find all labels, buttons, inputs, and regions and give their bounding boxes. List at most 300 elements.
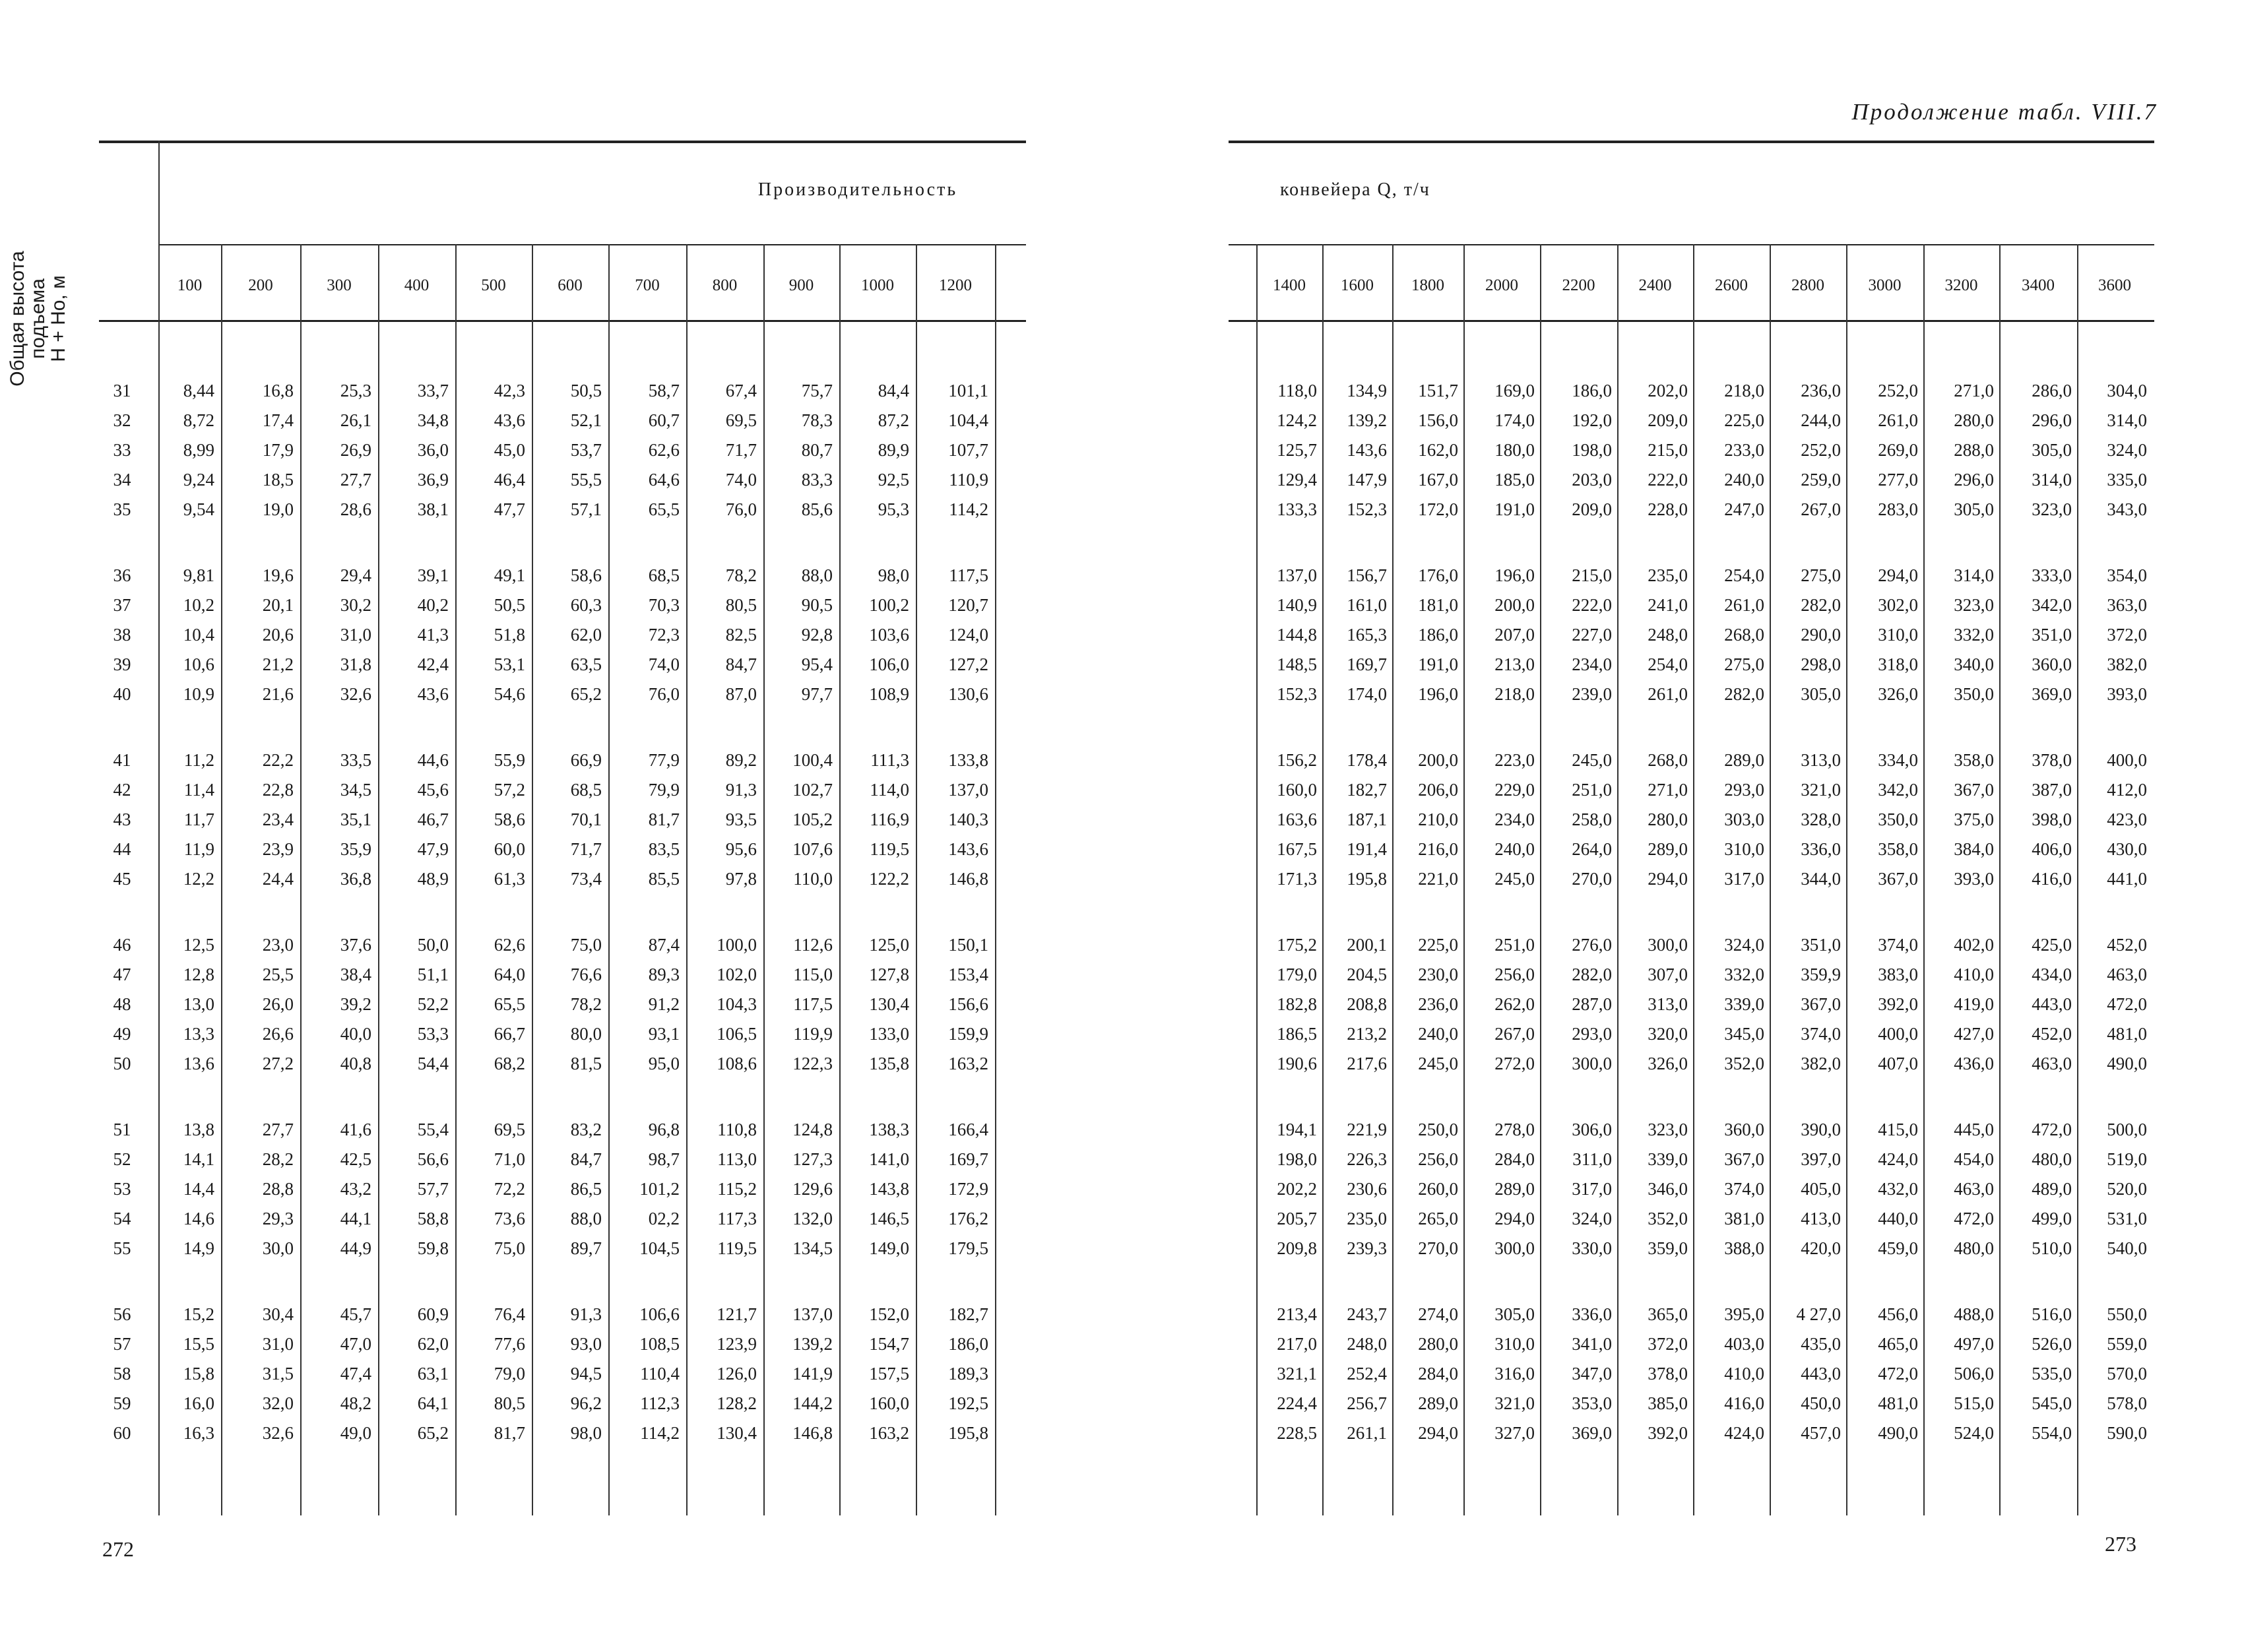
table-cell: 314,0 [2107, 410, 2147, 430]
table-cell: 441,0 [2107, 869, 2147, 889]
table-cell: 100,4 [792, 750, 833, 770]
table-cell: 67,4 [725, 381, 757, 400]
table-cell: 289,0 [1724, 750, 1764, 770]
table-cell: 284,0 [1494, 1149, 1535, 1169]
table-cell: 46,4 [494, 470, 525, 490]
table-cell: 294,0 [1878, 565, 1918, 585]
table-cell: 490,0 [1878, 1423, 1918, 1443]
table-cell: 535,0 [2032, 1364, 2072, 1383]
table-cell: 272,0 [1494, 1054, 1535, 1073]
table-cell: 53,3 [417, 1024, 449, 1044]
table-cell: 119,5 [717, 1238, 757, 1258]
table-cell: 265,0 [1418, 1209, 1458, 1228]
table-cell: 110,9 [949, 470, 988, 490]
table-cell: 133,3 [1277, 499, 1317, 519]
table-cell: 202,0 [1648, 381, 1688, 400]
table-cell: 104,5 [639, 1238, 680, 1258]
page-number-right: 273 [2105, 1532, 2136, 1556]
column-header: 1400 [1273, 276, 1306, 294]
column-header: 3000 [1868, 276, 1902, 294]
table-cell: 415,0 [1878, 1120, 1918, 1139]
table-cell: 305,0 [2032, 440, 2072, 460]
table-cell: 130,6 [948, 684, 988, 704]
table-cell: 117,5 [793, 994, 833, 1014]
table-cell: 83,2 [570, 1120, 602, 1139]
table-cell: 392,0 [1648, 1423, 1688, 1443]
table-cell: 101,2 [639, 1179, 680, 1199]
table-cell: 412,0 [2107, 780, 2147, 800]
table-cell: 137,0 [792, 1304, 833, 1324]
row-height-label: 33 [113, 440, 131, 460]
table-cell: 81,7 [494, 1423, 525, 1443]
table-cell: 282,0 [1724, 684, 1764, 704]
table-cell: 264,0 [1572, 839, 1612, 859]
table-cell: 141,9 [792, 1364, 833, 1383]
table-cell: 172,0 [1418, 499, 1458, 519]
table-cell: 416,0 [1724, 1393, 1764, 1413]
table-cell: 384,0 [1954, 839, 1994, 859]
table-cell: 31,8 [340, 654, 371, 674]
table-cell: 261,1 [1347, 1423, 1387, 1443]
table-cell: 387,0 [2032, 780, 2072, 800]
table-cell: 303,0 [1724, 810, 1764, 829]
table-cell: 268,0 [1648, 750, 1688, 770]
table-cell: 324,0 [2107, 440, 2147, 460]
table-cell: 235,0 [1648, 565, 1688, 585]
table-cell: 261,0 [1724, 595, 1764, 615]
table-cell: 44,1 [340, 1209, 371, 1228]
table-cell: 457,0 [1801, 1423, 1841, 1443]
table-cell: 51,8 [494, 625, 525, 645]
table-cell: 465,0 [1878, 1334, 1918, 1354]
table-cell: 144,2 [792, 1393, 833, 1413]
table-cell: 60,9 [417, 1304, 449, 1324]
table-cell: 80,7 [801, 440, 833, 460]
table-cell: 134,5 [792, 1238, 833, 1258]
table-cell: 390,0 [1801, 1120, 1841, 1139]
table-cell: 114,2 [949, 499, 988, 519]
table-cell: 57,2 [494, 780, 525, 800]
table-cell: 115,0 [793, 965, 833, 984]
table-cell: 336,0 [1572, 1304, 1612, 1324]
table-cell: 324,0 [1724, 935, 1764, 955]
table-cell: 124,2 [1277, 410, 1317, 430]
table-cell: 290,0 [1801, 625, 1841, 645]
table-cell: 463,0 [2032, 1054, 2072, 1073]
table-cell: 71,0 [494, 1149, 525, 1169]
table-cell: 152,3 [1277, 684, 1317, 704]
table-cell: 74,0 [648, 654, 680, 674]
table-cell: 382,0 [1801, 1054, 1841, 1073]
table-cell: 239,0 [1572, 684, 1612, 704]
table-cell: 182,7 [1347, 780, 1387, 800]
table-cell: 419,0 [1954, 994, 1994, 1014]
table-cell: 100,0 [717, 935, 757, 955]
table-cell: 343,0 [2107, 499, 2147, 519]
table-cell: 122,2 [869, 869, 909, 889]
table-cell: 209,0 [1572, 499, 1612, 519]
table-cell: 243,7 [1347, 1304, 1387, 1324]
table-cell: 352,0 [1648, 1209, 1688, 1228]
table-cell: 66,9 [570, 750, 602, 770]
table-cell: 416,0 [2032, 869, 2072, 889]
table-cell: 81,7 [648, 810, 680, 829]
table-cell: 208,8 [1347, 994, 1387, 1014]
table-cell: 259,0 [1801, 470, 1841, 490]
table-cell: 374,0 [1801, 1024, 1841, 1044]
table-cell: 174,0 [1494, 410, 1535, 430]
row-height-label: 54 [113, 1209, 131, 1228]
table-cell: 32,0 [262, 1393, 294, 1413]
table-cell: 95,3 [878, 499, 909, 519]
table-cell: 101,1 [948, 381, 988, 400]
table-cell: 189,3 [948, 1364, 988, 1383]
table-cell: 434,0 [2032, 965, 2072, 984]
table-cell: 127,2 [948, 654, 988, 674]
table-cell: 110,4 [640, 1364, 680, 1383]
table-cell: 191,0 [1494, 499, 1535, 519]
table-cell: 413,0 [1801, 1209, 1841, 1228]
table-cell: 19,0 [262, 499, 294, 519]
table-cell: 71,7 [570, 839, 602, 859]
table-cell: 209,0 [1648, 410, 1688, 430]
table-cell: 274,0 [1418, 1304, 1458, 1324]
table-cell: 70,1 [570, 810, 602, 829]
table-cell: 36,9 [417, 470, 449, 490]
table-cell: 550,0 [2107, 1304, 2147, 1324]
table-cell: 137,0 [948, 780, 988, 800]
table-cell: 245,0 [1494, 869, 1535, 889]
table-cell: 262,0 [1494, 994, 1535, 1014]
table-cell: 52,1 [570, 410, 602, 430]
table-cell: 10,2 [183, 595, 214, 615]
table-cell: 37,6 [340, 935, 371, 955]
table-cell: 454,0 [1954, 1149, 1994, 1169]
table-cell: 129,6 [792, 1179, 833, 1199]
table-cell: 313,0 [1801, 750, 1841, 770]
table-cell: 108,6 [717, 1054, 757, 1073]
table-cell: 87,4 [648, 935, 680, 955]
table-cell: 275,0 [1801, 565, 1841, 585]
table-cell: 8,44 [183, 381, 214, 400]
table-cell: 41,3 [417, 625, 449, 645]
table-cell: 221,9 [1347, 1120, 1387, 1139]
table-cell: 194,1 [1277, 1120, 1317, 1139]
table-cell: 423,0 [2107, 810, 2147, 829]
table-cell: 92,8 [801, 625, 833, 645]
table-cell: 84,4 [878, 381, 909, 400]
table-cell: 98,0 [570, 1423, 602, 1443]
table-cell: 540,0 [2107, 1238, 2147, 1258]
table-cell: 520,0 [2107, 1179, 2147, 1199]
column-header: 300 [327, 276, 352, 294]
table-cell: 336,0 [1801, 839, 1841, 859]
table-cell: 27,2 [262, 1054, 294, 1073]
table-cell: 50,5 [494, 595, 525, 615]
table-cell: 146,5 [869, 1209, 909, 1228]
table-cell: 152,3 [1347, 499, 1387, 519]
table-cell: 398,0 [2032, 810, 2072, 829]
table-cell: 425,0 [2032, 935, 2072, 955]
table-cell: 60,0 [494, 839, 525, 859]
table-cell: 381,0 [1724, 1209, 1764, 1228]
table-cell: 179,5 [948, 1238, 988, 1258]
column-header: 900 [788, 276, 814, 294]
table-cell: 590,0 [2107, 1423, 2147, 1443]
table-cell: 56,6 [417, 1149, 449, 1169]
table-cell: 261,0 [1878, 410, 1918, 430]
table-cell: 40,8 [340, 1054, 371, 1073]
table-cell: 47,0 [340, 1334, 371, 1354]
table-cell: 92,5 [878, 470, 909, 490]
table-cell: 29,4 [340, 565, 371, 585]
table-cell: 269,0 [1878, 440, 1918, 460]
table-cell: 80,5 [494, 1393, 525, 1413]
table-cell: 27,7 [340, 470, 371, 490]
table-cell: 210,0 [1418, 810, 1458, 829]
table-cell: 278,0 [1494, 1120, 1535, 1139]
table-cell: 118,0 [1277, 381, 1317, 400]
table-cell: 229,0 [1494, 780, 1535, 800]
table-cell: 280,0 [1418, 1334, 1458, 1354]
row-height-label: 37 [113, 595, 131, 615]
table-cell: 351,0 [1801, 935, 1841, 955]
table-cell: 267,0 [1801, 499, 1841, 519]
table-cell: 342,0 [2032, 595, 2072, 615]
column-header: 400 [404, 276, 430, 294]
table-cell: 545,0 [2032, 1393, 2072, 1413]
column-header: 2800 [1791, 276, 1824, 294]
table-cell: 510,0 [2032, 1238, 2072, 1258]
stub-header-line-1: Общая высота [7, 251, 28, 387]
table-cell: 358,0 [1954, 750, 1994, 770]
table-cell: 55,5 [570, 470, 602, 490]
table-cell: 215,0 [1648, 440, 1688, 460]
table-cell: 149,0 [869, 1238, 909, 1258]
table-cell: 45,0 [494, 440, 525, 460]
table-cell: 287,0 [1572, 994, 1612, 1014]
table-cell: 11,9 [183, 839, 214, 859]
top-rule-left [99, 141, 1026, 143]
table-cell: 125,7 [1277, 440, 1317, 460]
table-cell: 174,0 [1347, 684, 1387, 704]
column-header: 1000 [861, 276, 894, 294]
table-cell: 152,0 [869, 1304, 909, 1324]
table-cell: 79,0 [494, 1364, 525, 1383]
table-cell: 261,0 [1648, 684, 1688, 704]
table-cell: 218,0 [1494, 684, 1535, 704]
table-cell: 225,0 [1418, 935, 1458, 955]
table-cell: 16,8 [262, 381, 294, 400]
table-cell: 213,0 [1494, 654, 1535, 674]
table-cell: 8,99 [183, 440, 214, 460]
column-header: 600 [558, 276, 583, 294]
table-cell: 519,0 [2107, 1149, 2147, 1169]
table-cell: 11,7 [183, 810, 214, 829]
table-cell: 314,0 [1954, 565, 1994, 585]
table-cell: 450,0 [1801, 1393, 1841, 1413]
table-cell: 340,0 [1954, 654, 1994, 674]
table-cell: 296,0 [2032, 410, 2072, 430]
table-cell: 436,0 [1954, 1054, 1994, 1073]
table-cell: 430,0 [2107, 839, 2147, 859]
table-cell: 151,7 [1418, 381, 1458, 400]
table-cell: 310,0 [1878, 625, 1918, 645]
table-cell: 58,7 [648, 381, 680, 400]
table-cell: 213,2 [1347, 1024, 1387, 1044]
table-cell: 372,0 [2107, 625, 2147, 645]
table-cell: 139,2 [1347, 410, 1387, 430]
table-cell: 198,0 [1277, 1149, 1317, 1169]
table-cell: 375,0 [1954, 810, 1994, 829]
table-cell: 58,6 [570, 565, 602, 585]
table-cell: 43,6 [417, 684, 449, 704]
table-cell: 204,5 [1347, 965, 1387, 984]
table-cell: 240,0 [1418, 1024, 1458, 1044]
table-cell: 19,6 [262, 565, 294, 585]
table-cell: 435,0 [1801, 1334, 1841, 1354]
row-height-label: 42 [113, 780, 131, 800]
table-cell: 55,9 [494, 750, 525, 770]
table-cell: 345,0 [1724, 1024, 1764, 1044]
table-cell: 143,6 [948, 839, 988, 859]
table-cell: 196,0 [1418, 684, 1458, 704]
group-header-left: Производительность [757, 179, 958, 200]
table-cell: 117,5 [949, 565, 988, 585]
table-cell: 489,0 [2032, 1179, 2072, 1199]
table-cell: 156,2 [1277, 750, 1317, 770]
table-cell: 256,0 [1494, 965, 1535, 984]
table-cell: 205,7 [1277, 1209, 1317, 1228]
table-cell: 126,0 [717, 1364, 757, 1383]
table-cell: 76,0 [648, 684, 680, 704]
table-cell: 166,4 [948, 1120, 988, 1139]
table-cell: 506,0 [1954, 1364, 1994, 1383]
table-cell: 280,0 [1954, 410, 1994, 430]
table-cell: 256,7 [1347, 1393, 1387, 1413]
table-cell: 185,0 [1494, 470, 1535, 490]
table-cell: 400,0 [2107, 750, 2147, 770]
column-header: 2000 [1485, 276, 1518, 294]
table-cell: 363,0 [2107, 595, 2147, 615]
table-cell: 369,0 [2032, 684, 2072, 704]
stub-header-line-3: H + Hо, м [48, 275, 69, 362]
table-cell: 256,0 [1418, 1149, 1458, 1169]
table-cell: 122,3 [792, 1054, 833, 1073]
table-cell: 222,0 [1572, 595, 1612, 615]
table-cell: 372,0 [1648, 1334, 1688, 1354]
table-cell: 65,2 [417, 1423, 449, 1443]
table-cell: 213,4 [1277, 1304, 1317, 1324]
table-cell: 354,0 [2107, 565, 2147, 585]
table-cell: 143,8 [869, 1179, 909, 1199]
table-cell: 445,0 [1954, 1120, 1994, 1139]
table-cell: 252,4 [1347, 1364, 1387, 1383]
table-cell: 144,8 [1277, 625, 1317, 645]
table-cell: 76,0 [725, 499, 757, 519]
table-cell: 28,2 [262, 1149, 294, 1169]
subhead-rule-left [158, 244, 1026, 245]
table-cell: 374,0 [1878, 935, 1918, 955]
table-cell: 40,0 [340, 1024, 371, 1044]
table-cell: 17,9 [262, 440, 294, 460]
table-cell: 80,5 [725, 595, 757, 615]
table-cell: 117,3 [717, 1209, 757, 1228]
table-cell: 321,0 [1494, 1393, 1535, 1413]
table-cell: 250,0 [1418, 1120, 1458, 1139]
table-cell: 38,4 [340, 965, 371, 984]
table-cell: 157,5 [869, 1364, 909, 1383]
table-cell: 21,2 [262, 654, 294, 674]
page-number-left: 272 [102, 1537, 134, 1561]
table-cell: 36,0 [417, 440, 449, 460]
table-cell: 129,4 [1277, 470, 1317, 490]
table-cell: 480,0 [2032, 1149, 2072, 1169]
table-cell: 233,0 [1724, 440, 1764, 460]
table-cell: 28,6 [340, 499, 371, 519]
table-cell: 178,4 [1347, 750, 1387, 770]
table-cell: 230,0 [1418, 965, 1458, 984]
table-cell: 221,0 [1418, 869, 1458, 889]
table-cell: 410,0 [1724, 1364, 1764, 1383]
table-cell: 23,4 [262, 810, 294, 829]
table-cell: 198,0 [1572, 440, 1612, 460]
table-cell: 289,0 [1494, 1179, 1535, 1199]
table-cell: 75,7 [801, 381, 833, 400]
table-cell: 93,1 [648, 1024, 680, 1044]
table-cell: 78,3 [801, 410, 833, 430]
table-cell: 15,5 [183, 1334, 214, 1354]
column-header: 2200 [1562, 276, 1595, 294]
table-cell: 22,2 [262, 750, 294, 770]
table-cell: 95,0 [648, 1054, 680, 1073]
column-header: 100 [177, 276, 203, 294]
row-height-label: 59 [113, 1393, 131, 1413]
table-cell: 393,0 [2107, 684, 2147, 704]
row-height-label: 34 [113, 470, 131, 490]
table-cell: 182,8 [1277, 994, 1317, 1014]
table-cell: 531,0 [2107, 1209, 2147, 1228]
table-cell: 334,0 [1878, 750, 1918, 770]
table-cell: 276,0 [1572, 935, 1612, 955]
table-cell: 176,0 [1418, 565, 1458, 585]
table-cell: 108,9 [869, 684, 909, 704]
table-cell: 105,2 [792, 810, 833, 829]
table-cell: 339,0 [1724, 994, 1764, 1014]
table-cell: 271,0 [1954, 381, 1994, 400]
table-cell: 388,0 [1724, 1238, 1764, 1258]
column-header: 1800 [1411, 276, 1444, 294]
table-cell: 45,7 [340, 1304, 371, 1324]
table-cell: 294,0 [1494, 1209, 1535, 1228]
table-cell: 73,4 [570, 869, 602, 889]
table-cell: 284,0 [1418, 1364, 1458, 1383]
table-cell: 339,0 [1648, 1149, 1688, 1169]
table-cell: 367,0 [1724, 1149, 1764, 1169]
table-cell: 36,8 [340, 869, 371, 889]
row-height-label: 39 [113, 654, 131, 674]
table-cell: 251,0 [1494, 935, 1535, 955]
table-cell: 34,8 [417, 410, 449, 430]
table-cell: 382,0 [2107, 654, 2147, 674]
table-cell: 472,0 [1954, 1209, 1994, 1228]
table-cell: 240,0 [1724, 470, 1764, 490]
table-cell: 224,4 [1277, 1393, 1317, 1413]
table-cell: 68,5 [648, 565, 680, 585]
table-cell: 324,0 [1572, 1209, 1612, 1228]
table-cell: 463,0 [2107, 965, 2147, 984]
table-cell: 68,2 [494, 1054, 525, 1073]
